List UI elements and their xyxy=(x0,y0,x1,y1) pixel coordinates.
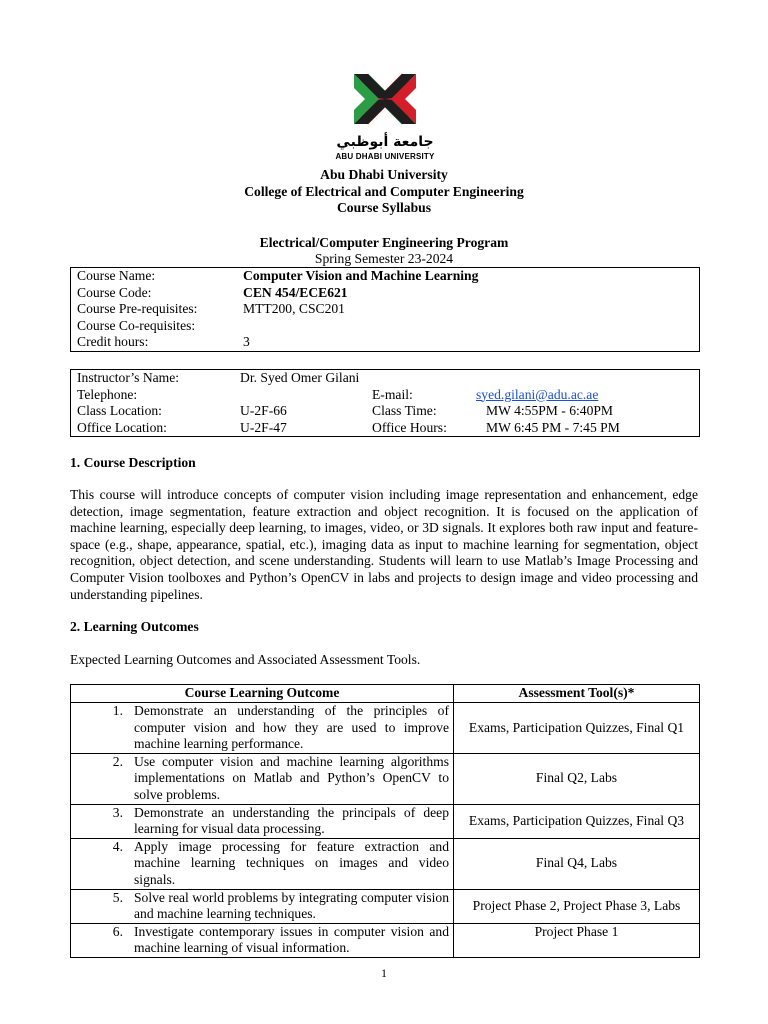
table-row xyxy=(71,838,700,889)
logo-english-text: ABU DHABI UNIVERSITY xyxy=(335,152,435,161)
table-row xyxy=(71,804,700,838)
outcome-text: Apply image processing for feature extraction and machine learning techniques on images and video signals. xyxy=(134,838,449,887)
course-name-value: Computer Vision and Machine Learning xyxy=(243,268,479,283)
course-info-table xyxy=(70,267,700,352)
class-time-value: MW 4:55PM - 6:40PM xyxy=(486,403,614,419)
credit-hours-value: 3 xyxy=(243,334,250,350)
email-label: E-mail: xyxy=(372,386,413,402)
document-title: Course Syllabus xyxy=(336,200,432,215)
instructor-table xyxy=(70,369,700,437)
class-location-value: U-2F-66 xyxy=(240,403,287,419)
assessment-tools: Final Q4, Labs xyxy=(454,838,700,889)
logo-emblem-icon xyxy=(348,68,422,130)
semester: Spring Semester 23-2024 xyxy=(314,251,454,266)
outcome-number: 6. xyxy=(112,923,123,939)
course-code-value: CEN 454/ECE621 xyxy=(243,284,348,300)
table-row xyxy=(71,889,700,923)
outcome-text: Demonstrate an understanding of the principles of computer vision and how they are used to improve machine learning performance. xyxy=(134,703,449,752)
outcome-number: 4. xyxy=(112,838,123,854)
office-location-label: Office Location: xyxy=(77,419,167,435)
outcome-column-header: Course Learning Outcome xyxy=(71,685,454,703)
university-logo xyxy=(334,68,436,164)
assessment-tools: Exams, Participation Quizzes, Final Q1 xyxy=(454,703,700,754)
prerequisites-label: Course Pre-requisites: xyxy=(77,301,198,317)
instructor-row xyxy=(71,420,700,437)
instructor-row xyxy=(71,387,700,404)
corequisites-label: Course Co-requisites: xyxy=(77,317,196,333)
course-description-text: This course will introduce concepts of computer vision including image representation and enhancement, edge detection, image segmentation, feature extraction and object recognition. It is focused on the application of machine learning, especially deep learning, to images, video, or 3D signals. It explores both raw input and feature-space (e.g., shape, appearance, spatial, etc.), imaging data as input to machine learning for segmentation, object recognition, object detection, and scene understanding. Students will learn to use Matlab’s Image Processing and Computer Vision toolboxes and Python’s OpenCV in labs and projects to design image and video processing and understanding pipelines. xyxy=(70,487,698,602)
outcome-number: 1. xyxy=(112,703,123,718)
course-code-label: Course Code: xyxy=(77,284,152,300)
instructor-row xyxy=(71,403,700,420)
outcome-number: 5. xyxy=(112,889,123,905)
credit-hours-label: Credit hours: xyxy=(77,334,149,350)
email-link[interactable]: syed.gilani@adu.ac.ae xyxy=(476,386,599,402)
university-name: Abu Dhabi University xyxy=(320,167,448,182)
assessment-tools: Project Phase 2, Project Phase 3, Labs xyxy=(454,889,700,923)
course-name-label: Course Name: xyxy=(77,268,156,283)
assessment-tools: Exams, Participation Quizzes, Final Q3 xyxy=(454,804,700,838)
learning-outcomes-heading: 2. Learning Outcomes xyxy=(70,619,199,634)
course-info-row xyxy=(71,301,700,318)
course-info-row xyxy=(71,318,700,335)
prerequisites-value: MTT200, CSC201 xyxy=(243,301,345,317)
college-name: College of Electrical and Computer Engineering xyxy=(244,184,524,199)
instructor-name-label: Instructor’s Name: xyxy=(77,370,180,385)
table-row xyxy=(71,923,700,957)
outcome-number: 2. xyxy=(112,753,123,769)
outcomes-header-row xyxy=(71,685,700,703)
table-row xyxy=(71,703,700,754)
telephone-label: Telephone: xyxy=(77,386,138,402)
instructor-name: Dr. Syed Omer Gilani xyxy=(240,370,360,385)
learning-outcomes-intro: Expected Learning Outcomes and Associated Assessment Tools. xyxy=(70,652,421,667)
office-hours-label: Office Hours: xyxy=(372,419,447,435)
outcome-text: Solve real world problems by integrating computer vision and machine learning techniques. xyxy=(134,889,449,922)
class-time-label: Class Time: xyxy=(372,403,437,419)
office-hours-value: MW 6:45 PM - 7:45 PM xyxy=(486,419,620,435)
outcome-text: Use computer vision and machine learning algorithms implementations on Matlab and Python’s OpenCV to solve problems. xyxy=(134,753,449,802)
table-row xyxy=(71,753,700,804)
logo-arabic-text: جامعة أبوظبي xyxy=(336,134,434,150)
class-location-label: Class Location: xyxy=(77,403,162,419)
course-info-row xyxy=(71,268,700,285)
assessment-column-header: Assessment Tool(s)* xyxy=(454,685,700,703)
outcome-text: Investigate contemporary issues in computer vision and machine learning of visual information. xyxy=(134,923,449,956)
outcome-number: 3. xyxy=(112,804,123,820)
instructor-row xyxy=(71,370,700,387)
course-description-heading: 1. Course Description xyxy=(70,455,196,470)
learning-outcomes-table xyxy=(70,684,700,958)
assessment-tools: Project Phase 1 xyxy=(454,923,700,957)
corequisites-value xyxy=(237,318,700,335)
course-info-row xyxy=(71,334,700,351)
program-name: Electrical/Computer Engineering Program xyxy=(259,235,509,250)
outcome-text: Demonstrate an understanding the principals of deep learning for visual data processing. xyxy=(134,804,449,837)
office-location-value: U-2F-47 xyxy=(240,419,287,435)
page-number: 1 xyxy=(381,966,387,980)
course-info-row xyxy=(71,285,700,302)
assessment-tools: Final Q2, Labs xyxy=(454,753,700,804)
